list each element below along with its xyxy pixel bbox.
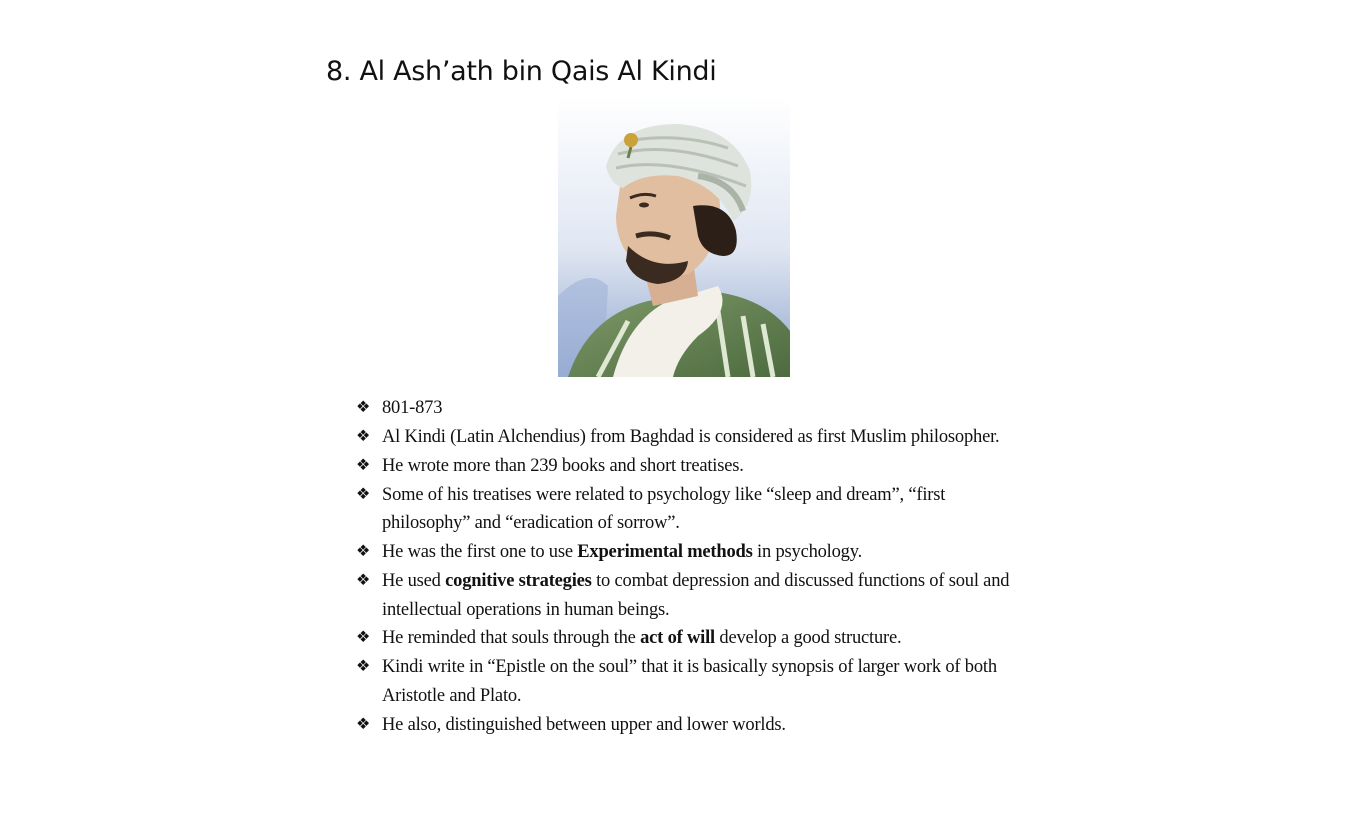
bullet-text-pre: He reminded that souls through the — [382, 628, 641, 649]
bullet-glyph: ❖ — [356, 456, 371, 474]
list-item — [356, 624, 1036, 653]
bullet-glyph: ❖ — [356, 629, 371, 647]
list-item — [356, 423, 1036, 452]
bullet-text-post: develop a good structure. — [715, 628, 902, 649]
bullet-glyph: ❖ — [356, 399, 371, 416]
bullet-glyph: ❖ — [356, 542, 371, 560]
bullet-text-pre: He was the first one to use — [382, 541, 578, 562]
list-item — [356, 538, 1036, 567]
list-item — [356, 653, 1036, 710]
list-item — [356, 452, 1036, 481]
bullet-text: He wrote more than 239 books and short treatises. — [382, 455, 744, 476]
bullet-text: Kindi write in “Epistle on the soul” that it is basically synopsis of larger work of both Aristotle and Plato. — [382, 657, 997, 706]
list-item — [356, 711, 1036, 740]
bullet-text: 801-873 — [382, 398, 443, 418]
bullet-text-bold: act of will — [640, 628, 715, 649]
bullet-text-post: to combat depression and discussed functions of soul and intellectual operations in human beings. — [382, 571, 1010, 620]
bullet-text-pre: He used — [382, 571, 446, 592]
bullet-glyph: ❖ — [356, 715, 371, 733]
bullet-text: Some of his treatises were related to psychology like “sleep and dream”, “first philosophy” and “eradication of sorrow”. — [382, 484, 946, 534]
list-item — [356, 567, 1036, 624]
bullet-text-bold: Experimental methods — [577, 541, 753, 562]
bullet-glyph: ❖ — [356, 658, 371, 676]
list-item — [356, 481, 1036, 538]
bullet-text: He also, distinguished between upper and lower worlds. — [382, 714, 786, 735]
bullet-text-bold: cognitive strategies — [445, 571, 592, 592]
bullet-list — [356, 394, 1036, 739]
bullet-text-post: in psychology. — [752, 541, 862, 562]
list-item — [356, 394, 1036, 423]
bullet-glyph: ❖ — [356, 485, 371, 503]
portrait-image — [558, 96, 790, 377]
portrait-of-al-kindi-icon — [558, 96, 790, 377]
bullet-text: Al Kindi (Latin Alchendius) from Baghdad is considered as first Muslim philosopher. — [382, 427, 1000, 448]
bullet-glyph: ❖ — [356, 428, 371, 446]
slide-title: 8. Al Ash’ath bin Qais Al Kindi — [326, 56, 717, 88]
bullet-glyph: ❖ — [356, 572, 371, 590]
